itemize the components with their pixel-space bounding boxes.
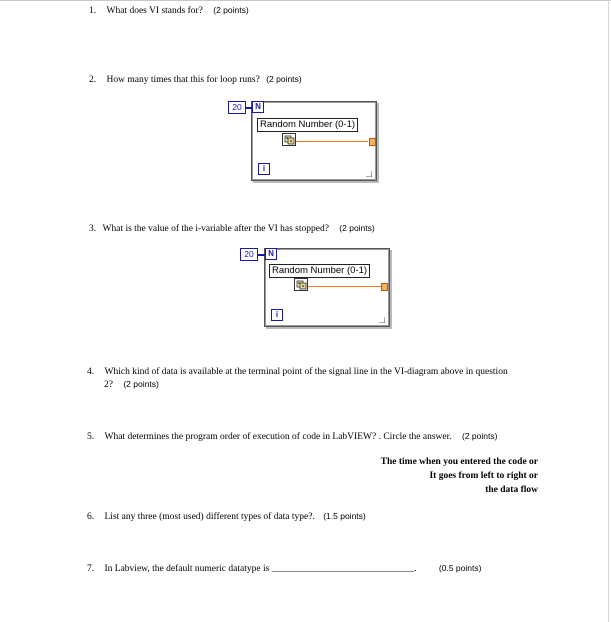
question-number: 1. (89, 6, 97, 16)
question-points: (2 points) (462, 431, 498, 441)
question-text: What is the value of the i-variable after the VI has stopped? (102, 224, 329, 234)
question-number: 2. (89, 75, 97, 85)
signal-wire (296, 141, 368, 142)
question-6 (87, 510, 366, 523)
signal-wire (308, 286, 381, 287)
answer-options (340, 455, 538, 497)
question-text: How many times that this for loop runs? (106, 75, 260, 85)
answer-option-1[interactable]: The time when you entered the code or (380, 457, 538, 467)
count-terminal: N (252, 101, 264, 113)
answer-option-3[interactable]: the data flow (485, 485, 538, 495)
question-number: 6. (87, 512, 95, 522)
question-number: 5. (87, 432, 95, 442)
question-points: (2 points) (123, 379, 159, 389)
function-label: Random Number (0-1) (257, 118, 358, 132)
question-points: (0.5 points) (438, 563, 482, 573)
question-points: (2 points) (339, 223, 375, 233)
question-text: In Labview, the default numeric datatype is (104, 564, 272, 574)
question-text: List any three (most used) different types of data type?. (104, 512, 315, 522)
dice-icon (282, 133, 296, 146)
output-tunnel (381, 283, 388, 291)
question-number: 7. (87, 564, 95, 574)
question-points: (2 points) (266, 74, 302, 84)
question-5 (87, 430, 497, 443)
question-text: What does VI stands for? (106, 6, 203, 16)
iteration-terminal: i (258, 163, 270, 175)
question-7 (87, 562, 481, 575)
output-tunnel (369, 138, 376, 146)
iteration-terminal: i (271, 309, 283, 321)
question-4-continued (104, 378, 159, 391)
question-3 (89, 222, 375, 235)
question-points: (2 points) (213, 5, 249, 15)
dice-icon (294, 278, 308, 291)
answer-blank[interactable]: ______________________________. (271, 564, 417, 574)
question-1 (89, 4, 249, 17)
numeric-constant: 20 (228, 101, 246, 114)
resize-corner-icon (366, 171, 372, 177)
function-label: Random Number (0-1) (269, 264, 370, 278)
question-2 (89, 73, 302, 86)
resize-corner-icon (379, 317, 385, 323)
question-text: What determines the program order of execution of code in LabVIEW? . Circle the answer. (104, 432, 452, 442)
answer-option-2[interactable]: It goes from left to right or (429, 471, 538, 481)
question-text: 2? (104, 380, 113, 390)
right-border (608, 0, 609, 622)
numeric-constant: 20 (240, 248, 258, 261)
top-border (0, 0, 611, 1)
question-4 (87, 366, 508, 378)
question-points: (1.5 points) (323, 511, 366, 521)
question-number: 3. (89, 224, 97, 234)
count-wire (258, 254, 265, 256)
count-terminal: N (265, 248, 277, 260)
question-number: 4. (87, 367, 95, 377)
question-text: Which kind of data is available at the terminal point of the signal line in the VI-diagram above in question (104, 367, 508, 377)
